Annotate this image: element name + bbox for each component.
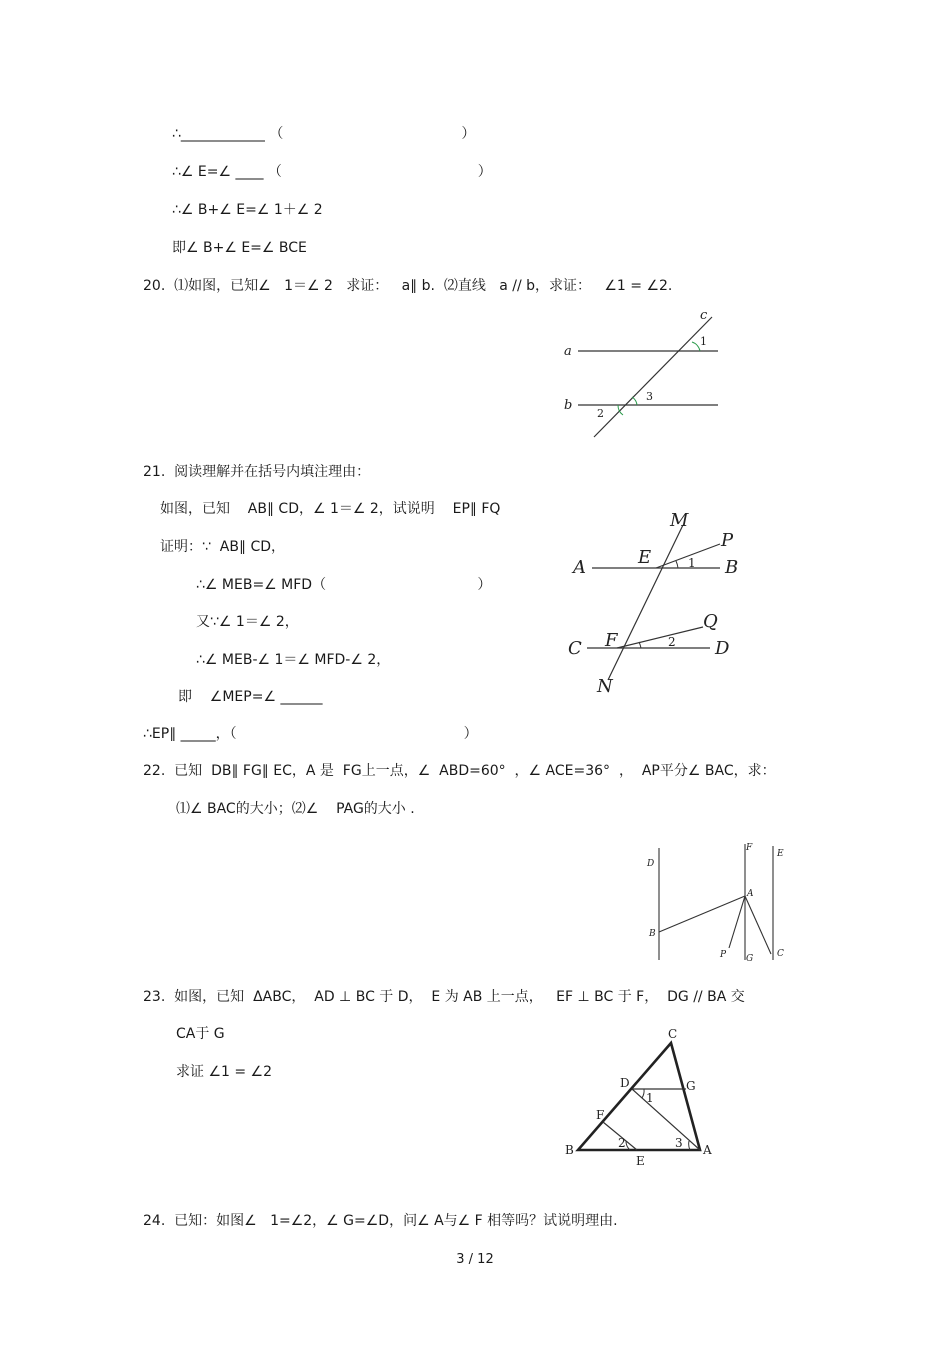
question-22-asks: ⑴∠ BAC的大小；⑵∠ PAG的大小 . — [176, 801, 415, 817]
figure-22-parallel-verticals — [640, 838, 800, 968]
fig21-label-E: E — [638, 547, 652, 568]
fig22-label-D: D — [647, 859, 655, 869]
fig21-label-Q: Q — [703, 611, 718, 632]
fig22-label-P: P — [720, 950, 727, 960]
fig21-label-D: D — [715, 638, 730, 659]
question-21-proof-start: 证明：∵ AB∥ CD， — [160, 539, 285, 555]
fig23-label-E: E — [636, 1154, 645, 1168]
page-number: 3 / 12 — [456, 1252, 494, 1267]
fig20-angle-2: 2 — [597, 407, 604, 420]
proof-line-angle-e-blank: ∴∠ E=∠ ____ （ ） — [172, 164, 492, 180]
figure-20-parallel-lines — [560, 305, 730, 445]
proof-line-parallel-blank: ∴____________ （ ） — [172, 126, 476, 142]
fig22-label-E: E — [777, 849, 784, 859]
fig20-label-c: c — [700, 308, 708, 323]
question-21-step-2: 又∵∠ 1＝∠ 2， — [196, 614, 299, 630]
fig22-label-B: B — [649, 929, 656, 939]
fig23-label-C: C — [668, 1027, 678, 1041]
fig21-label-P: P — [721, 530, 734, 551]
fig21-angle-1: 1 — [688, 556, 696, 570]
fig21-label-B: B — [725, 557, 739, 578]
fig23-label-D: D — [620, 1076, 630, 1090]
question-21-step-3: ∴∠ MEB-∠ 1＝∠ MFD-∠ 2， — [196, 652, 391, 668]
fig21-label-A: A — [573, 557, 586, 578]
fig23-angle-3: 3 — [675, 1136, 683, 1150]
figure-23-triangle — [560, 1025, 720, 1170]
fig23-angle-1: 1 — [646, 1091, 654, 1105]
fig23-label-F: F — [596, 1108, 605, 1122]
question-21-title: 21. 阅读理解并在括号内填注理由： — [143, 464, 371, 480]
question-21-step-5: ∴EP∥ _____，（ ） — [143, 726, 478, 742]
fig21-label-F: F — [605, 630, 618, 651]
question-24: 24. 已知：如图∠ 1=∠2，∠ G=∠D，问∠ A与∠ F 相等吗？试说明理由. — [143, 1213, 618, 1229]
fig21-label-C: C — [568, 638, 582, 659]
question-23-prove: 求证 ∠1 = ∠2 — [176, 1064, 272, 1080]
fig23-angle-2: 2 — [618, 1136, 626, 1150]
proof-line-sum: ∴∠ B+∠ E=∠ 1＋∠ 2 — [172, 202, 323, 218]
question-21-step-1: ∴∠ MEB=∠ MFD（ ） — [196, 577, 492, 593]
fig22-label-C: C — [777, 949, 784, 959]
fig23-label-A: A — [703, 1143, 712, 1157]
fig23-label-G: G — [686, 1079, 696, 1093]
fig22-label-A: A — [747, 889, 754, 899]
question-23: 23. 如图，已知 ΔABC， AD ⊥ BC 于 D， E 为 AB 上一点， EF ⊥ BC 于 F， DG // BA 交 — [143, 989, 745, 1005]
fig23-label-B: B — [565, 1143, 574, 1157]
question-23-cont: CA于 G — [176, 1026, 225, 1042]
fig20-label-a: a — [564, 344, 572, 359]
fig21-label-N: N — [597, 676, 613, 695]
fig22-label-G: G — [746, 954, 754, 964]
fig20-angle-1: 1 — [700, 335, 707, 348]
question-21-given: 如图，已知 AB∥ CD，∠ 1＝∠ 2，试说明 EP∥ FQ — [160, 501, 501, 517]
question-21-step-4: 即 ∠MEP=∠ ______ — [178, 689, 323, 705]
fig20-label-b: b — [564, 398, 573, 413]
fig21-label-M: M — [670, 510, 689, 531]
fig21-angle-2: 2 — [668, 635, 676, 649]
proof-line-conclusion: 即∠ B+∠ E=∠ BCE — [172, 240, 307, 256]
fig22-label-F: F — [746, 843, 753, 853]
question-22: 22. 已知 DB∥ FG∥ EC，A 是 FG上一点，∠ ABD=60° ，∠ ACE=36° ， AP平分∠ BAC，求： — [143, 763, 776, 779]
question-20: 20. ⑴如图，已知∠ 1＝∠ 2 求证： a∥ b. ⑵直线 a // b，求证： ∠1 = ∠2. — [143, 278, 673, 294]
figure-21-transversal — [565, 505, 750, 695]
fig20-angle-3: 3 — [646, 390, 653, 403]
